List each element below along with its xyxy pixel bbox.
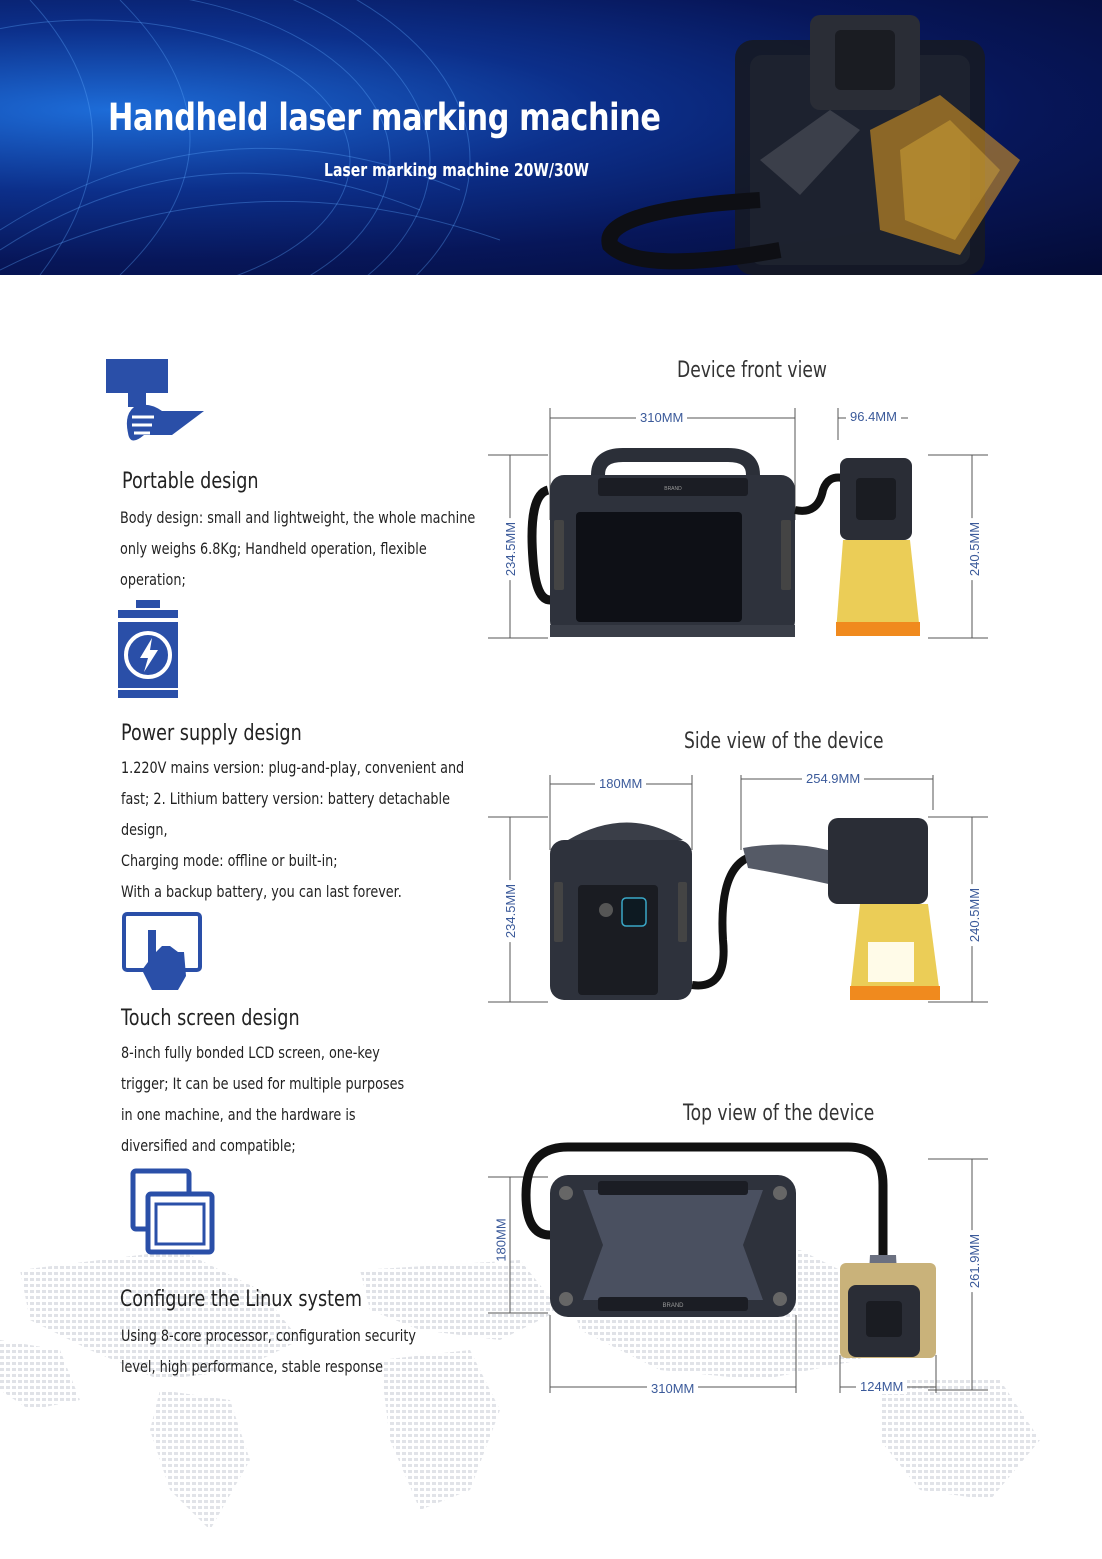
front-height-label: 234.5MM — [504, 518, 518, 580]
feature-line: only weighs 6.8Kg; Handheld operation, flexible — [120, 539, 427, 558]
page-subtitle: Laser marking machine 20W/30W — [324, 160, 590, 181]
top-height-label: 180MM — [495, 1214, 509, 1265]
side-handle-height-label: 240.5MM — [968, 884, 982, 946]
feature-line: level, high performance, stable response — [121, 1357, 383, 1376]
feature-title-touch: Touch screen design — [121, 1006, 300, 1031]
top-handle-width-label: 124MM — [856, 1380, 907, 1394]
brand-label: BRAND — [662, 1303, 684, 1309]
linux-system-icon — [130, 1168, 216, 1256]
feature-body-portable — [120, 502, 475, 595]
hand-laser-icon — [104, 355, 210, 455]
side-width-label: 180MM — [595, 777, 646, 791]
feature-line: in one machine, and the hardware is — [121, 1105, 356, 1124]
feature-line: 8-inch fully bonded LCD screen, one-key — [121, 1043, 380, 1062]
feature-body-touch — [121, 1037, 404, 1161]
side-height-label: 234.5MM — [504, 880, 518, 942]
page-title: Handheld laser marking machine — [108, 96, 661, 139]
feature-line: trigger; It can be used for multiple purposes — [121, 1074, 405, 1093]
front-handle-height-label: 240.5MM — [968, 518, 982, 580]
side-view-drawing — [488, 770, 988, 1010]
battery-charge-icon — [116, 600, 180, 700]
header-banner — [0, 0, 1102, 275]
top-view-drawing — [488, 1135, 988, 1400]
side-view-title: Side view of the device — [684, 729, 884, 754]
top-width-label: 310MM — [647, 1382, 698, 1396]
front-handle-width-label: 96.4MM — [846, 410, 901, 424]
feature-body-power — [121, 752, 464, 907]
front-view-title: Device front view — [677, 358, 827, 383]
top-handle-height-label: 261.9MM — [968, 1230, 982, 1292]
feature-line: fast; 2. Lithium battery version: battery detachable — [121, 789, 450, 808]
front-view-drawing — [488, 400, 988, 645]
feature-line: diversified and compatible; — [121, 1136, 296, 1155]
feature-line: operation; — [120, 570, 186, 589]
side-handle-width-label: 254.9MM — [802, 772, 864, 786]
feature-body-linux — [121, 1320, 416, 1382]
front-width-label: 310MM — [636, 411, 687, 425]
feature-line: Charging mode: offline or built-in; — [121, 851, 338, 870]
feature-line: With a backup battery, you can last forever. — [121, 882, 402, 901]
feature-title-portable: Portable design — [122, 469, 259, 494]
feature-line: Using 8-core processor, configuration security — [121, 1326, 416, 1345]
feature-line: 1.220V mains version: plug-and-play, convenient and — [121, 758, 465, 777]
feature-line: Body design: small and lightweight, the whole machine — [120, 508, 476, 527]
top-view-title: Top view of the device — [683, 1101, 875, 1126]
feature-line: design, — [121, 820, 168, 839]
brand-label: BRAND — [664, 486, 682, 492]
feature-title-linux: Configure the Linux system — [120, 1287, 363, 1312]
feature-title-power: Power supply design — [121, 721, 302, 746]
touch-screen-icon — [122, 912, 204, 992]
